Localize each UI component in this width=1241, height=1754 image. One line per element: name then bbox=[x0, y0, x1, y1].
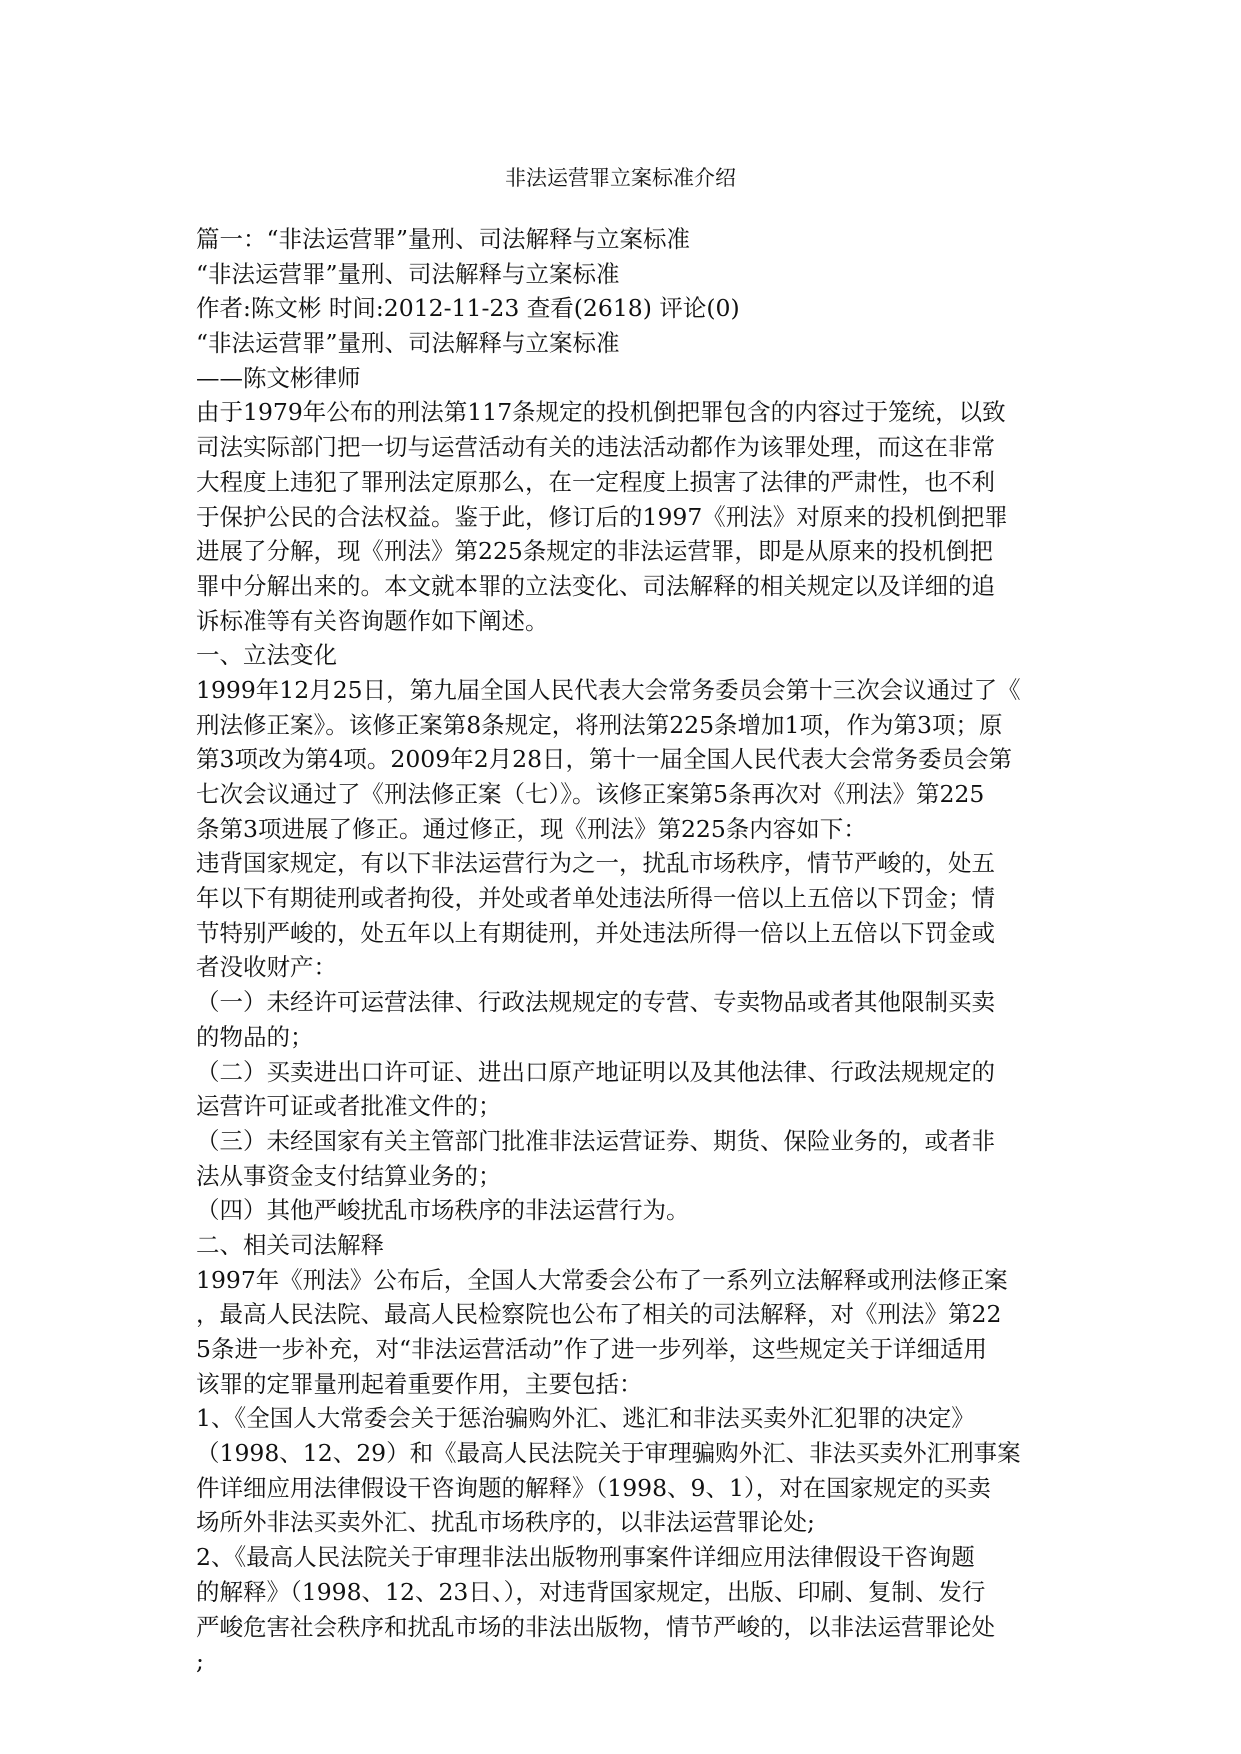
text-line: 件详细应用法律假设干咨询题的解释》（1998、9、1），对在国家规定的买卖 bbox=[196, 1473, 991, 1502]
text-line: 该罪的定罪量刑起着重要作用，主要包括： bbox=[196, 1369, 643, 1398]
text-line: ——陈文彬律师 bbox=[196, 363, 361, 392]
text-line: 进展了分解，现《刑法》第225条规定的非法运营罪，即是从原来的投机倒把 bbox=[196, 537, 993, 566]
text-line: 1997年《刑法》公布后，全国人大常委会公布了一系列立法解释或刑法修正案 bbox=[196, 1265, 1008, 1294]
text-line: （三）未经国家有关主管部门批准非法运营证券、期货、保险业务的，或者非 bbox=[196, 1126, 995, 1155]
text-line: 节特别严峻的，处五年以上有期徒刑，并处违法所得一倍以上五倍以下罚金或 bbox=[196, 918, 995, 947]
text-line: ; bbox=[196, 1647, 204, 1676]
text-line: ，最高人民法院、最高人民检察院也公布了相关的司法解释，对《刑法》第22 bbox=[196, 1300, 1002, 1329]
text-line: “非法运营罪”量刑、司法解释与立案标准 bbox=[196, 329, 620, 358]
text-line: 二、相关司法解释 bbox=[196, 1230, 384, 1259]
text-line: 场所外非法买卖外汇、扰乱市场秩序的，以非法运营罪论处; bbox=[196, 1508, 815, 1537]
text-line: 者没收财产： bbox=[196, 953, 337, 982]
text-line: 违背国家规定，有以下非法运营行为之一，扰乱市场秩序，情节严峻的，处五 bbox=[196, 849, 995, 878]
text-line: 第3项改为第4项。2009年2月28日，第十一届全国人民代表大会常务委员会第 bbox=[196, 745, 1013, 774]
text-line: 的解释》（1998、12、23日、），对违背国家规定，出版、印刷、复制、发行 bbox=[196, 1577, 986, 1606]
text-line: 一、立法变化 bbox=[196, 641, 337, 670]
text-line: 篇一：“非法运营罪”量刑、司法解释与立案标准 bbox=[196, 225, 691, 253]
text-line: 条第3项进展了修正。通过修正，现《刑法》第225条内容如下： bbox=[196, 814, 867, 843]
text-line: 七次会议通过了《刑法修正案（七）》。该修正案第5条再次对《刑法》第225 bbox=[196, 780, 985, 808]
text-line: 5条进一步补充，对“非法运营活动”作了进一步列举，这些规定关于详细适用 bbox=[196, 1335, 987, 1363]
text-line: 于保护公民的合法权益。鉴于此，修订后的1997《刑法》对原来的投机倒把罪 bbox=[196, 502, 1008, 531]
text-line: 1、《全国人大常委会关于惩治骗购外汇、逃汇和非法买卖外汇犯罪的决定》 bbox=[196, 1404, 975, 1433]
text-line: 的物品的； bbox=[196, 1022, 314, 1051]
text-line: （二）买卖进出口许可证、进出口原产地证明以及其他法律、行政法规规定的 bbox=[196, 1057, 995, 1086]
text-line: 1999年12月25日，第九届全国人民代表大会常务委员会第十三次会议通过了《 bbox=[196, 675, 1021, 704]
text-line: 诉标准等有关咨询题作如下阐述。 bbox=[196, 606, 549, 635]
text-line: 司法实际部门把一切与运营活动有关的违法活动都作为该罪处理，而这在非常 bbox=[196, 433, 995, 462]
text-line: 由于1979年公布的刑法第117条规定的投机倒把罪包含的内容过于笼统，以致 bbox=[196, 398, 1006, 427]
text-line: 2、《最高人民法院关于审理非法出版物刑事案件详细应用法律假设干咨询题 bbox=[196, 1543, 975, 1572]
text-line: 年以下有期徒刑或者拘役，并处或者单处违法所得一倍以上五倍以下罚金；情 bbox=[196, 884, 995, 913]
text-line: 法从事资金支付结算业务的； bbox=[196, 1161, 502, 1190]
text-line: （一）未经许可运营法律、行政法规规定的专营、专卖物品或者其他限制买卖 bbox=[196, 988, 995, 1017]
text-line: “非法运营罪”量刑、司法解释与立案标准 bbox=[196, 259, 620, 288]
document-body bbox=[196, 222, 1054, 1679]
text-line: 刑法修正案》。该修正案第8条规定，将刑法第225条增加1项，作为第3项；原 bbox=[196, 710, 1003, 739]
text-line: 作者:陈文彬 时间:2012-11-23 查看(2618) 评论(0) bbox=[196, 294, 740, 323]
text-line: 运营许可证或者批准文件的； bbox=[196, 1092, 502, 1121]
document-title: 非法运营罪立案标准介绍 bbox=[505, 166, 736, 190]
text-line: （四）其他严峻扰乱市场秩序的非法运营行为。 bbox=[196, 1196, 690, 1225]
text-line: 罪中分解出来的。本文就本罪的立法变化、司法解释的相关规定以及详细的追 bbox=[196, 571, 995, 600]
text-line: 大程度上违犯了罪刑法定原那么，在一定程度上损害了法律的严肃性，也不利 bbox=[196, 467, 995, 496]
text-line: 严峻危害社会秩序和扰乱市场的非法出版物，情节严峻的，以非法运营罪论处 bbox=[196, 1612, 995, 1641]
text-line: （1998、12、29）和《最高人民法院关于审理骗购外汇、非法买卖外汇刑事案 bbox=[196, 1439, 1021, 1468]
